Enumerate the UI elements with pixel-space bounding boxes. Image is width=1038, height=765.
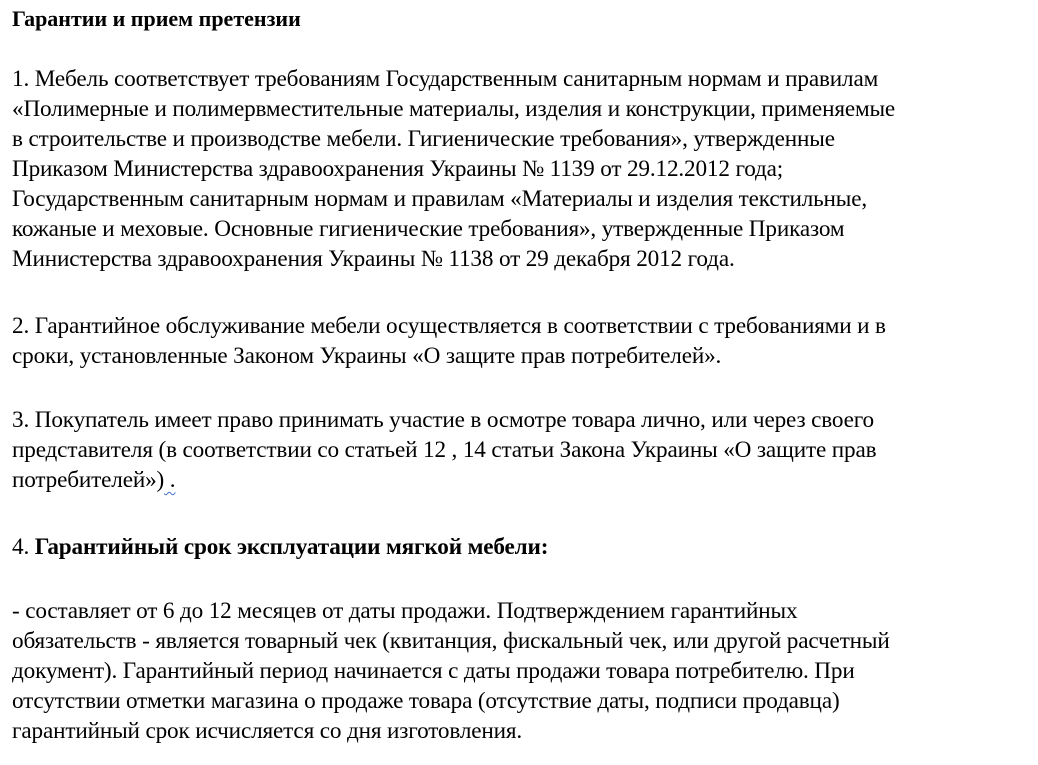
paragraph-2-line: сроки, установленные Законом Украины «О защите прав потребителей». [12, 343, 722, 369]
paragraph-3-line: 3. Покупатель имеет право принимать участие в осмотре товара лично, или через своего [12, 407, 874, 433]
spellcheck-squiggle: . [164, 467, 176, 493]
paragraph-3-line: представителя (в соответствии со статьей 12 , 14 статьи Закона Украины «О защите прав [12, 437, 877, 463]
paragraph-1-line: Государственным санитарным нормам и правилам «Материалы и изделия текстильные, [12, 186, 868, 212]
paragraph-1-line: «Полимерные и полимервместительные материалы, изделия и конструкции, применяемые [12, 96, 896, 122]
paragraph-1-line: кожаные и меховые. Основные гигиенические требования», утвержденные Приказом [12, 216, 845, 242]
paragraph-3 [12, 405, 1030, 495]
paragraph-3-last-line-text: потребителей») [12, 467, 165, 493]
paragraph-5 [12, 596, 1030, 746]
paragraph-1 [12, 64, 1030, 274]
paragraph-3-last-line [12, 465, 1030, 495]
paragraph-2 [12, 311, 1030, 371]
paragraph-2-line: 2. Гарантийное обслуживание мебели осуществляется в соответствии с требованиями и в [12, 313, 886, 339]
paragraph-5-line: гарантийный срок исчисляется со дня изготовления. [12, 718, 523, 744]
paragraph-1-line: Министерства здравоохранения Украины № 1138 от 29 декабря 2012 года. [12, 246, 735, 272]
paragraph-4-line [12, 532, 1030, 562]
paragraph-4-number: 4. [12, 534, 35, 560]
paragraph-5-line: отсутствии отметки магазина о продаже товара (отсутствие даты, подписи продавца) [12, 688, 840, 714]
paragraph-1-line: в строительстве и производстве мебели. Гигиенические требования», утвержденные [12, 126, 835, 152]
paragraph-5-line: документ). Гарантийный период начинается с даты продажи товара потребителю. При [12, 658, 855, 684]
document-heading: Гарантии и прием претензии [12, 6, 301, 31]
paragraph-5-line: - составляет от 6 до 12 месяцев от даты продажи. Подтверждением гарантийных [12, 598, 798, 624]
paragraph-5-line: обязательств - является товарный чек (квитанция, фискальный чек, или другой расчетный [12, 628, 890, 654]
paragraph-1-line: 1. Мебель соответствует требованиям Государственным санитарным нормам и правилам [12, 66, 879, 92]
paragraph-1-line: Приказом Министерства здравоохранения Украины № 1139 от 29.12.2012 года; [12, 156, 784, 182]
paragraph-4 [12, 532, 1030, 562]
paragraph-4-bold-title: Гарантийный срок эксплуатации мягкой мебели: [34, 534, 549, 560]
